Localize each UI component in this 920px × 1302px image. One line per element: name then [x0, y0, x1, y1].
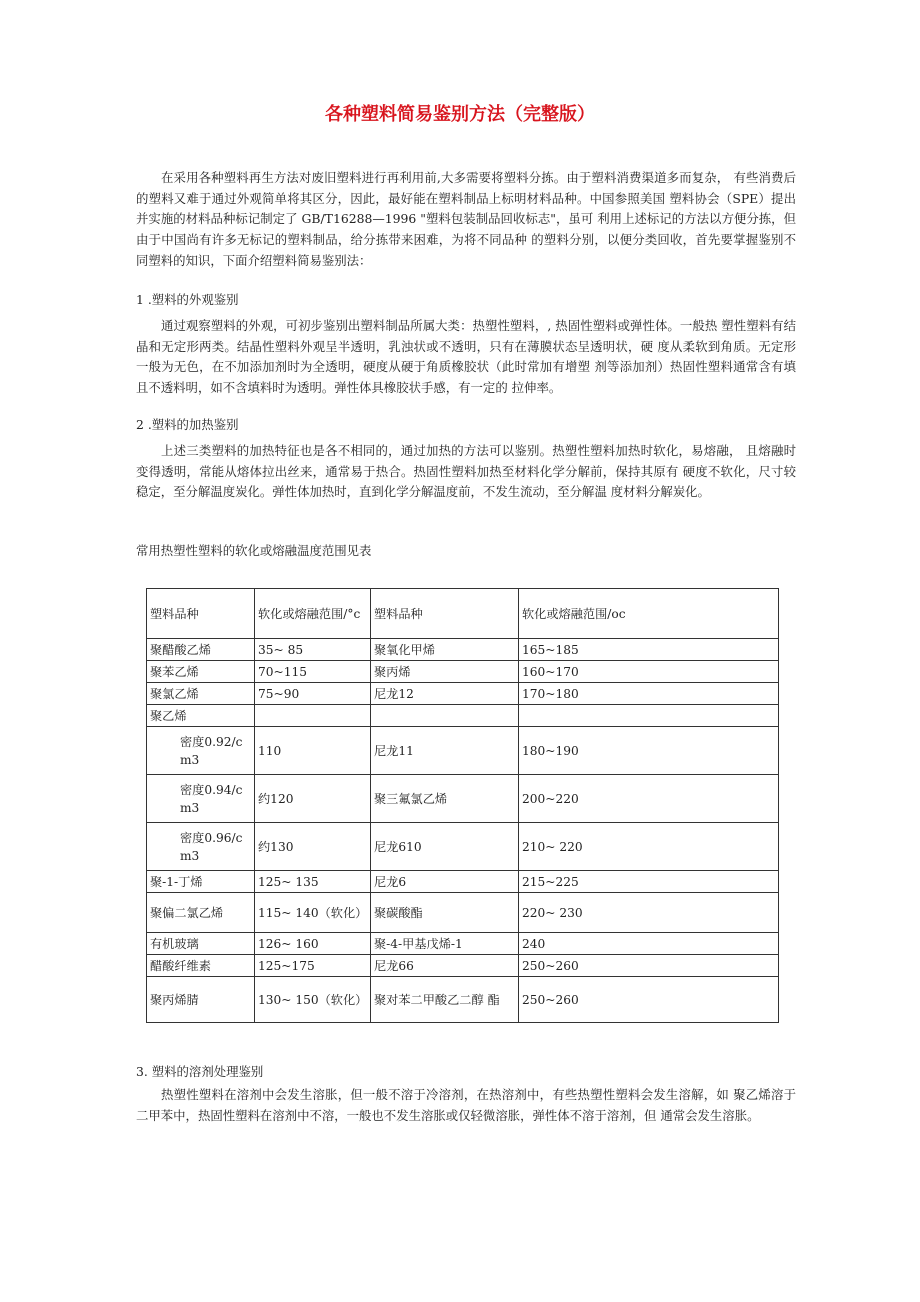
table-row [147, 683, 779, 705]
table-cell: 聚对苯二甲酸乙二醇 酯 [371, 977, 519, 1023]
table-cell: 165~185 [519, 639, 779, 661]
table-cell: 尼龙610 [371, 823, 519, 871]
table-cell: 250~260 [519, 977, 779, 1023]
table-cell: 250~260 [519, 955, 779, 977]
section-2-heading: 2 .塑料的加热鉴别 [136, 417, 239, 432]
table-row [147, 661, 779, 683]
table-caption: 常用热塑性塑料的软化或熔融温度范围见表 [136, 543, 372, 558]
table-cell: 125~175 [255, 955, 371, 977]
section-1-paragraph: 通过观察塑料的外观，可初步鉴别出塑料制品所属大类：热塑性塑料，, 热固性塑料或弹性体。一般热 塑性塑料有结晶和无定形两类。结晶性塑料外观呈半透明，乳浊状或不透明，只有在薄膜状态呈透明状，硬 度从柔软到角质。无定形一般为无色，在不加添加剂时为全透明，硬度从硬于角质橡胶状（此时常加有增塑 剂等添加剂）热固性塑料通常含有填且不透料明，如不含填料时为透明。弹性体具橡胶状手感，有一定的 拉伸率。 [136, 318, 796, 396]
table-row [147, 639, 779, 661]
table-cell: 35~ 85 [255, 639, 371, 661]
table-cell [371, 705, 519, 727]
table-cell: 110 [255, 727, 371, 775]
table-cell: 密度0.92/cm3 [147, 727, 255, 775]
section-3-heading: 3. 塑料的溶剂处理鉴别 [136, 1064, 264, 1079]
table-cell: 尼龙11 [371, 727, 519, 775]
table-cell: 115~ 140（软化） [255, 893, 371, 933]
table-cell: 聚-4-甲基戊烯-1 [371, 933, 519, 955]
table-cell: 75~90 [255, 683, 371, 705]
table-cell: 聚丙烯腈 [147, 977, 255, 1023]
table-header-row [147, 589, 779, 639]
table-cell: 聚氧化甲烯 [371, 639, 519, 661]
table-cell: 聚苯乙烯 [147, 661, 255, 683]
table-cell: 聚醋酸乙烯 [147, 639, 255, 661]
table-row [147, 893, 779, 933]
table-cell: 215~225 [519, 871, 779, 893]
table-header-cell: 软化或熔融范围/oc [519, 589, 779, 639]
section-1-heading: 1 .塑料的外观鉴别 [136, 292, 239, 307]
table-cell: 160~170 [519, 661, 779, 683]
table-cell: 聚乙烯 [147, 705, 255, 727]
table-cell: 聚氯乙烯 [147, 683, 255, 705]
table-row [147, 775, 779, 823]
section-2-paragraph: 上述三类塑料的加热特征也是各不相同的，通过加热的方法可以鉴别。热塑性塑料加热时软化，易熔融， 且熔融时变得透明，常能从熔体拉出丝来，通常易于热合。热固性塑料加热至材料化学分解前，保持其原有 硬度不软化，尺寸较稳定，至分解温度炭化。弹性体加热时，直到化学分解温度前，不发生流动，至分解温 度材料分解炭化。 [136, 443, 796, 500]
table-cell: 聚-1-丁烯 [147, 871, 255, 893]
table-cell: 70~115 [255, 661, 371, 683]
melting-temperature-table [146, 588, 779, 1023]
table-cell: 240 [519, 933, 779, 955]
table-row [147, 955, 779, 977]
table-cell: 聚偏二氯乙烯 [147, 893, 255, 933]
table-cell: 尼龙66 [371, 955, 519, 977]
table-cell: 180~190 [519, 727, 779, 775]
table-cell: 醋酸纤维素 [147, 955, 255, 977]
table-cell: 尼龙12 [371, 683, 519, 705]
table-cell: 125~ 135 [255, 871, 371, 893]
table-cell: 有机玻璃 [147, 933, 255, 955]
table-row [147, 727, 779, 775]
table-cell: 密度0.94/cm3 [147, 775, 255, 823]
table-row [147, 933, 779, 955]
intro-paragraph: 在采用各种塑料再生方法对废旧塑料进行再利用前,大多需要将塑料分拣。由于塑料消费渠道多而复杂， 有些消费后的塑料又难于通过外观简单将其区分，因此，最好能在塑料制品上标明材料品种。中国参照美国 塑料协会（SPE）提出并实施的材料品种标记制定了 GB/T16288—1996 "塑料包装制品回收标志"，虽可 利用上述标记的方法以方便分拣，但由于中国尚有许多无标记的塑料制品，给分拣带来困难，为将不同品种 的塑料分别，以便分类回收，首先要掌握鉴别不同塑料的知识，下面介绍塑料简易鉴别法： [136, 170, 796, 268]
table-cell: 200~220 [519, 775, 779, 823]
table-cell: 约130 [255, 823, 371, 871]
table-cell: 130~ 150（软化） [255, 977, 371, 1023]
table-row [147, 705, 779, 727]
table-cell: 170~180 [519, 683, 779, 705]
table-cell: 尼龙6 [371, 871, 519, 893]
table-row [147, 871, 779, 893]
table-row [147, 823, 779, 871]
table-cell [519, 705, 779, 727]
table-header-cell: 塑料品种 [371, 589, 519, 639]
table-header-cell: 塑料品种 [147, 589, 255, 639]
table-cell: 聚三氟氯乙烯 [371, 775, 519, 823]
table-cell: 聚丙烯 [371, 661, 519, 683]
table-header-cell: 软化或熔融范围/°c [255, 589, 371, 639]
table-cell: 220~ 230 [519, 893, 779, 933]
section-3-paragraph: 热塑性塑料在溶剂中会发生溶胀，但一般不溶于冷溶剂，在热溶剂中，有些热塑性塑料会发生溶解，如 聚乙烯溶于二甲苯中，热固性塑料在溶剂中不溶，一般也不发生溶胀或仅轻微溶胀，弹性体不溶于溶剂，但 通常会发生溶胀。 [136, 1087, 796, 1123]
table-cell: 密度0.96/cm3 [147, 823, 255, 871]
table-cell: 210~ 220 [519, 823, 779, 871]
document-title: 各种塑料简易鉴别方法（完整版） [325, 104, 595, 125]
table-cell: 126~ 160 [255, 933, 371, 955]
table-cell [255, 705, 371, 727]
table-row [147, 977, 779, 1023]
table-cell: 约120 [255, 775, 371, 823]
table-cell: 聚碳酸酯 [371, 893, 519, 933]
